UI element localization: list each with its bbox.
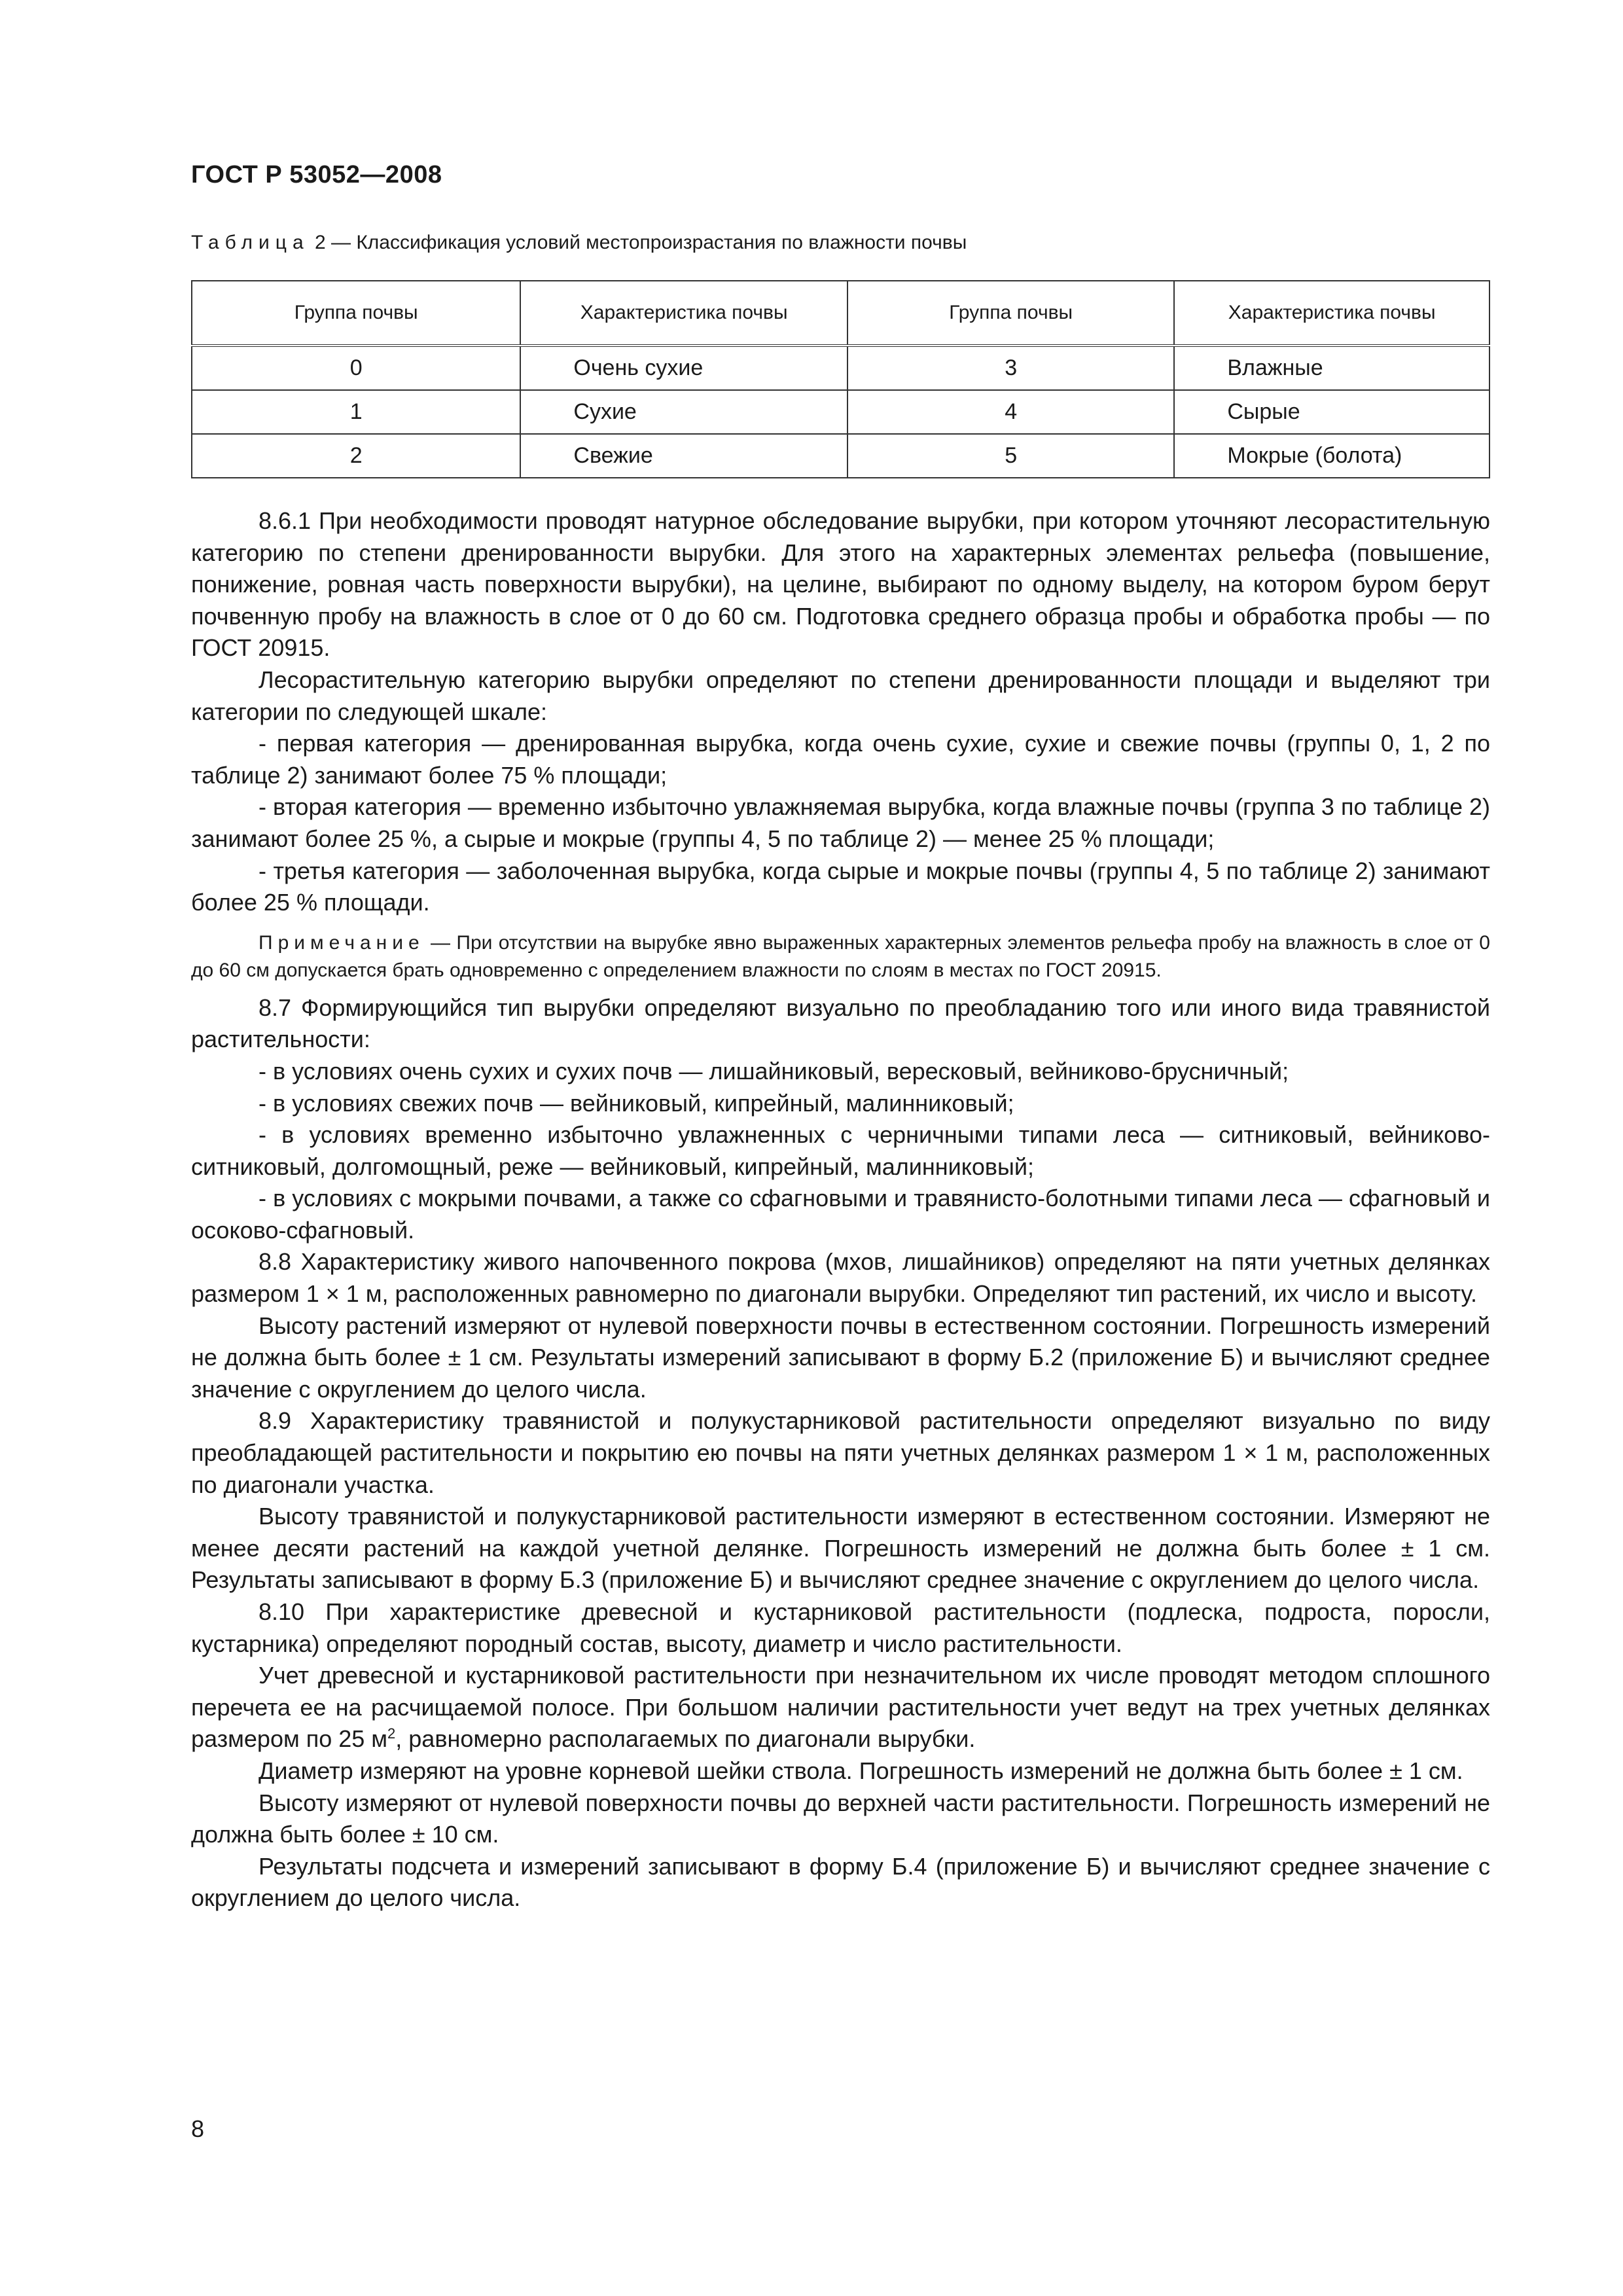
document-header: ГОСТ Р 53052—2008 <box>191 161 442 188</box>
list-item: - первая категория — дренированная вырубка, когда очень сухие, сухие и свежие почвы (группы 0, 1, 2 по таблице 2) занимают более 75 % площади; <box>191 730 1490 789</box>
table-header-cell: Характеристика почвы <box>1174 281 1489 346</box>
note-label: Примечание <box>259 931 425 954</box>
table-header-cell: Группа почвы <box>192 281 520 346</box>
list-item: - вторая категория — временно избыточно увлажняемая вырубка, когда влажные почвы (группа 3 по таблице 2) занимают более 25 %, а сырые и мокрые (группы 4, 5 по таблице 2) — менее 25 % площади; <box>191 793 1490 852</box>
table-caption-title: 2 — Классификация условий местопроизрастания по влажности почвы <box>309 232 967 253</box>
soil-moisture-table <box>191 280 1490 478</box>
table-caption-label: Таблица <box>191 232 310 253</box>
paragraph-diameter: Диаметр измеряют на уровне корневой шейки ствола. Погрешность измерений не должна быть более ± 1 см. <box>259 1757 1463 1784</box>
table-header-cell: Группа почвы <box>847 281 1174 346</box>
list-item: - третья категория — заболоченная вырубка, когда сырые и мокрые почвы (группы 4, 5 по таблице 2) занимают более 25 % площади. <box>191 857 1490 916</box>
list-item: - в условиях очень сухих и сухих почв — лишайниковый, вересковый, вейниково-брусничный; <box>259 1057 1289 1085</box>
paragraph-accounting-part1: Учет древесной и кустарниковой растительности при незначительном их числе проводят методом сплошного перечета ее на расчищаемой полосе. При большом наличии растительности учет ведут на трех учетных делянках размером по 25 м <box>191 1662 1490 1753</box>
table-cell: 3 <box>847 346 1174 390</box>
table-cell: 1 <box>192 390 520 434</box>
table-header-row <box>192 281 1489 346</box>
table-cell: 4 <box>847 390 1174 434</box>
paragraph-categories-intro: Лесорастительную категорию вырубки определяют по степени дренированности площади и выделяют три категории по следующей шкале: <box>191 666 1490 725</box>
list-item: - в условиях свежих почв — вейниковый, кипрейный, малинниковый; <box>259 1089 1014 1117</box>
paragraph-8-8: 8.8 Характеристику живого напочвенного покрова (мхов, лишайников) определяют на пяти учетных делянках размером 1 × 1 м, расположенных равномерно по диагонали вырубки. Определяют тип растений, их число и высоту. <box>191 1248 1490 1308</box>
table-row <box>192 346 1489 390</box>
table-cell: Свежие <box>520 434 847 478</box>
paragraph-8-6-1: 8.6.1 При необходимости проводят натурное обследование вырубки, при котором уточняют лесорастительную категорию по степени дренированности вырубки. Для этого на характерных элементах рельефа (повышение, понижение, ровная часть поверхности вырубки), на целине, выбирают по одному выделу, на котором буром берут почвенную пробу на влажность в слое от 0 до 60 см. Подготовка среднего образца пробы и обработка пробы — по ГОСТ 20915. <box>191 507 1490 662</box>
paragraph-plant-height: Высоту растений измеряют от нулевой поверхности почвы в естественном состоянии. Погрешность измерений не должна быть более ± 1 см. Результаты измерений записывают в форму Б.2 (приложение Б) и вычисляют среднее значение с округлением до целого числа. <box>191 1312 1490 1403</box>
table-cell: Сухие <box>520 390 847 434</box>
table-cell: 5 <box>847 434 1174 478</box>
table-cell: 0 <box>192 346 520 390</box>
paragraph-accounting <box>191 1660 1490 1755</box>
table-cell: Влажные <box>1174 346 1489 390</box>
list-item: - в условиях с мокрыми почвами, а также со сфагновыми и травянисто-болотными типами леса — сфагновый и осоково-сфагновый. <box>191 1185 1490 1244</box>
table-header-cell: Характеристика почвы <box>520 281 847 346</box>
list-item: - в условиях временно избыточно увлажненных с черничными типами леса — ситниковый, вейниково-ситниковый, долгомощный, реже — вейниковый, кипрейный, малинниковый; <box>191 1121 1490 1180</box>
table-cell: Очень сухие <box>520 346 847 390</box>
table-row <box>192 390 1489 434</box>
note-text: — При отсутствии на вырубке явно выраженных характерных элементов рельефа пробу на влажность в слое от 0 до 60 см допускается брать одновременно с определением влажности по слоям в местах по ГОСТ 20915. <box>191 931 1490 981</box>
paragraph-8-7: 8.7 Формирующийся тип вырубки определяют визуально по преобладанию того или иного вида травянистой растительности: <box>191 994 1490 1053</box>
body-text <box>191 505 1490 1914</box>
table-cell: Сырые <box>1174 390 1489 434</box>
table-caption <box>191 232 967 254</box>
paragraph-grass-height: Высоту травянистой и полукустарниковой растительности измеряют в естественном состоянии. Измеряют не менее десяти растений на каждой учетной делянке. Погрешность измерений не должна быть более ± 1 см. Результаты записывают в форму Б.3 (приложение Б) и вычисляют среднее значение с округлением до целого числа. <box>191 1503 1490 1594</box>
paragraph-8-9: 8.9 Характеристику травянистой и полукустарниковой растительности определяют визуально по виду преобладающей растительности и покрытию ею почвы на пяти учетных делянках размером 1 × 1 м, расположенных по диагонали участка. <box>191 1407 1490 1498</box>
paragraph-height: Высоту измеряют от нулевой поверхности почвы до верхней части растительности. Погрешность измерений не должна быть более ± 10 см. <box>191 1789 1490 1848</box>
table-cell: Мокрые (болота) <box>1174 434 1489 478</box>
note <box>191 929 1490 984</box>
paragraph-results: Результаты подсчета и измерений записывают в форму Б.4 (приложение Б) и вычисляют среднее значение с округлением до целого числа. <box>191 1852 1490 1912</box>
table-row <box>192 434 1489 478</box>
table-cell: 2 <box>192 434 520 478</box>
page-number: 8 <box>191 2115 205 2142</box>
paragraph-accounting-part2: , равномерно располагаемых по диагонали вырубки. <box>395 1725 976 1753</box>
paragraph-8-10: 8.10 При характеристике древесной и кустарниковой растительности (подлеска, подроста, поросли, кустарника) определяют породный состав, высоту, диаметр и число растительности. <box>191 1598 1490 1657</box>
superscript: 2 <box>387 1725 396 1742</box>
